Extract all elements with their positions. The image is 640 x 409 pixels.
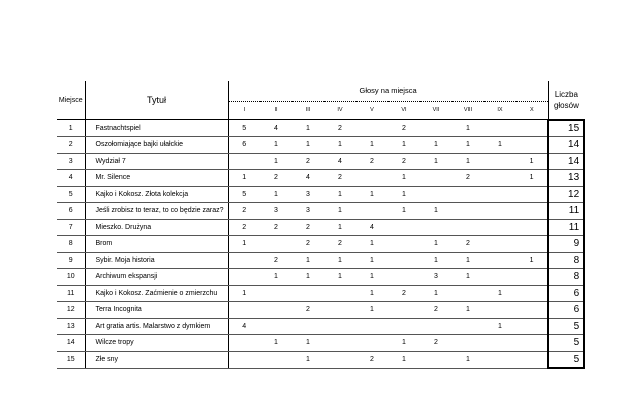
row-total: 6	[548, 285, 584, 302]
header-vote-7: VII	[420, 101, 452, 119]
row-place: 6	[57, 203, 85, 220]
vote-cell: 2	[292, 219, 324, 236]
vote-cell	[516, 120, 548, 137]
vote-cell	[484, 351, 516, 368]
vote-cell	[516, 269, 548, 286]
vote-cell: 1	[420, 236, 452, 253]
vote-cell: 1	[452, 153, 484, 170]
vote-cell: 1	[388, 170, 420, 187]
vote-cell	[484, 335, 516, 352]
vote-cell: 4	[356, 219, 388, 236]
vote-cell: 1	[356, 236, 388, 253]
table-row	[57, 153, 584, 170]
row-title: Art gratia artis. Malarstwo z dymkiem	[85, 318, 228, 335]
vote-cell: 2	[452, 236, 484, 253]
header-vote-3: III	[292, 101, 324, 119]
vote-cell: 1	[292, 351, 324, 368]
table-row	[57, 236, 584, 253]
row-place: 8	[57, 236, 85, 253]
row-place: 11	[57, 285, 85, 302]
table-row	[57, 302, 584, 319]
vote-cell: 1	[420, 252, 452, 269]
vote-cell: 1	[292, 137, 324, 154]
row-total: 5	[548, 351, 584, 368]
vote-cell	[324, 318, 356, 335]
vote-cell	[452, 186, 484, 203]
vote-cell: 5	[228, 120, 260, 137]
vote-cell	[260, 285, 292, 302]
vote-cell	[228, 351, 260, 368]
vote-cell	[388, 318, 420, 335]
vote-cell	[388, 302, 420, 319]
vote-cell: 2	[420, 302, 452, 319]
vote-cell	[388, 236, 420, 253]
vote-cell	[292, 285, 324, 302]
vote-cell	[516, 318, 548, 335]
vote-cell	[228, 269, 260, 286]
row-total: 15	[548, 120, 584, 137]
vote-cell: 1	[356, 285, 388, 302]
vote-cell: 2	[260, 219, 292, 236]
vote-cell: 1	[324, 203, 356, 220]
vote-cell: 1	[260, 269, 292, 286]
header-vote-1: I	[228, 101, 260, 119]
row-place: 1	[57, 120, 85, 137]
vote-cell	[516, 335, 548, 352]
vote-cell: 2	[228, 203, 260, 220]
table-row	[57, 219, 584, 236]
row-place: 13	[57, 318, 85, 335]
vote-cell: 1	[452, 351, 484, 368]
vote-cell	[484, 170, 516, 187]
header-title: Tytuł	[85, 81, 228, 120]
vote-cell: 2	[356, 153, 388, 170]
vote-cell	[516, 219, 548, 236]
vote-cell	[484, 219, 516, 236]
vote-cell	[452, 219, 484, 236]
vote-cell: 1	[260, 335, 292, 352]
vote-cell: 1	[228, 236, 260, 253]
vote-cell: 1	[452, 120, 484, 137]
vote-cell	[516, 137, 548, 154]
vote-cell	[516, 285, 548, 302]
vote-cell	[228, 153, 260, 170]
vote-cell	[452, 318, 484, 335]
row-title: Brom	[85, 236, 228, 253]
vote-cell: 2	[388, 285, 420, 302]
vote-cell	[356, 318, 388, 335]
vote-cell: 1	[388, 335, 420, 352]
vote-cell: 1	[228, 170, 260, 187]
vote-cell	[388, 252, 420, 269]
row-title: Sybir. Moja historia	[85, 252, 228, 269]
vote-cell: 2	[324, 236, 356, 253]
vote-cell	[484, 153, 516, 170]
vote-cell: 1	[388, 186, 420, 203]
vote-cell: 1	[516, 170, 548, 187]
header-vote-4: IV	[324, 101, 356, 119]
vote-cell	[420, 120, 452, 137]
table-row	[57, 269, 584, 286]
vote-cell: 2	[324, 120, 356, 137]
table-row	[57, 203, 584, 220]
row-total: 12	[548, 186, 584, 203]
vote-cell	[420, 351, 452, 368]
table-row	[57, 351, 584, 368]
row-title: Terra Incognita	[85, 302, 228, 319]
vote-cell	[260, 351, 292, 368]
vote-cell: 1	[484, 137, 516, 154]
header-vote-5: V	[356, 101, 388, 119]
vote-cell: 1	[292, 269, 324, 286]
vote-cell: 4	[260, 120, 292, 137]
table-row	[57, 170, 584, 187]
vote-cell	[228, 302, 260, 319]
row-total: 5	[548, 318, 584, 335]
vote-cell: 2	[292, 236, 324, 253]
row-title: Jeśli zrobisz to teraz, to co będzie zaraz?	[85, 203, 228, 220]
table-row	[57, 137, 584, 154]
row-title: Fastnachtspiel	[85, 120, 228, 137]
vote-cell: 3	[420, 269, 452, 286]
vote-cell: 1	[388, 351, 420, 368]
vote-cell: 1	[420, 137, 452, 154]
row-total: 11	[548, 219, 584, 236]
vote-cell: 1	[228, 285, 260, 302]
row-place: 4	[57, 170, 85, 187]
vote-cell: 1	[324, 219, 356, 236]
vote-cell: 1	[260, 153, 292, 170]
vote-cell: 1	[420, 153, 452, 170]
vote-cell	[324, 351, 356, 368]
vote-cell	[260, 236, 292, 253]
table-row	[57, 335, 584, 352]
vote-cell: 1	[452, 302, 484, 319]
vote-cell: 2	[452, 170, 484, 187]
vote-cell	[356, 170, 388, 187]
vote-cell: 1	[420, 203, 452, 220]
header-vote-10: X	[516, 101, 548, 119]
vote-cell: 1	[516, 252, 548, 269]
row-place: 14	[57, 335, 85, 352]
row-title: Archiwum ekspansji	[85, 269, 228, 286]
row-total: 9	[548, 236, 584, 253]
vote-cell: 1	[452, 137, 484, 154]
vote-cell: 1	[260, 137, 292, 154]
vote-cell	[484, 203, 516, 220]
table-row	[57, 252, 584, 269]
row-place: 5	[57, 186, 85, 203]
vote-cell: 4	[228, 318, 260, 335]
vote-cell: 1	[324, 269, 356, 286]
vote-cell: 1	[516, 153, 548, 170]
vote-cell	[420, 219, 452, 236]
vote-cell	[228, 335, 260, 352]
vote-cell	[228, 252, 260, 269]
row-total: 5	[548, 335, 584, 352]
row-title: Kajko i Kokosz. Złota kolekcja	[85, 186, 228, 203]
vote-cell: 2	[228, 219, 260, 236]
vote-cell	[484, 120, 516, 137]
vote-cell	[260, 302, 292, 319]
row-title: Mr. Silence	[85, 170, 228, 187]
row-total: 13	[548, 170, 584, 187]
vote-cell: 1	[356, 302, 388, 319]
vote-cell	[516, 186, 548, 203]
vote-cell	[356, 203, 388, 220]
row-title: Mieszko. Drużyna	[85, 219, 228, 236]
vote-cell	[484, 252, 516, 269]
vote-cell	[388, 219, 420, 236]
vote-cell: 2	[292, 153, 324, 170]
header-place: Miejsce	[57, 81, 85, 120]
table-row	[57, 120, 584, 137]
row-place: 7	[57, 219, 85, 236]
vote-cell	[516, 351, 548, 368]
vote-cell: 1	[484, 285, 516, 302]
vote-cell	[516, 203, 548, 220]
vote-cell: 1	[292, 335, 324, 352]
vote-cell	[484, 269, 516, 286]
vote-cell	[484, 236, 516, 253]
vote-cell	[452, 335, 484, 352]
results-table	[57, 81, 585, 369]
row-title: Złe sny	[85, 351, 228, 368]
vote-cell	[420, 186, 452, 203]
vote-cell: 3	[292, 186, 324, 203]
vote-cell: 1	[324, 252, 356, 269]
row-title: Wydział 7	[85, 153, 228, 170]
vote-cell: 5	[228, 186, 260, 203]
vote-cell	[356, 120, 388, 137]
vote-cell: 1	[324, 186, 356, 203]
vote-cell: 2	[388, 120, 420, 137]
table-row	[57, 186, 584, 203]
vote-cell: 2	[388, 153, 420, 170]
vote-cell: 4	[292, 170, 324, 187]
header-total: Liczba głosów	[548, 81, 584, 120]
row-title: Kajko i Kokosz. Zaćmienie o zmierzchu	[85, 285, 228, 302]
vote-cell: 1	[292, 252, 324, 269]
row-title: Oszołomiające bajki ułałckie	[85, 137, 228, 154]
vote-cell	[452, 285, 484, 302]
vote-cell: 1	[452, 269, 484, 286]
row-place: 2	[57, 137, 85, 154]
vote-cell: 2	[356, 351, 388, 368]
vote-cell	[324, 335, 356, 352]
vote-cell: 1	[388, 203, 420, 220]
table-row	[57, 318, 584, 335]
row-place: 10	[57, 269, 85, 286]
row-total: 14	[548, 153, 584, 170]
row-place: 15	[57, 351, 85, 368]
row-total: 6	[548, 302, 584, 319]
vote-cell: 3	[260, 203, 292, 220]
row-total: 8	[548, 269, 584, 286]
vote-cell: 2	[420, 335, 452, 352]
vote-cell	[260, 318, 292, 335]
vote-cell: 1	[356, 137, 388, 154]
vote-cell: 2	[292, 302, 324, 319]
vote-cell	[420, 318, 452, 335]
vote-cell	[420, 170, 452, 187]
vote-cell: 1	[260, 186, 292, 203]
vote-cell	[484, 186, 516, 203]
header-votes: Głosy na miejsca	[228, 81, 548, 101]
vote-cell: 1	[484, 318, 516, 335]
vote-cell: 1	[420, 285, 452, 302]
row-title: Wilcze tropy	[85, 335, 228, 352]
vote-cell: 1	[292, 120, 324, 137]
table-row	[57, 285, 584, 302]
header-vote-8: VIII	[452, 101, 484, 119]
header-vote-6: VI	[388, 101, 420, 119]
vote-cell	[324, 302, 356, 319]
vote-cell	[452, 203, 484, 220]
vote-cell: 2	[260, 252, 292, 269]
vote-cell: 1	[452, 252, 484, 269]
header-vote-2: II	[260, 101, 292, 119]
row-total: 14	[548, 137, 584, 154]
vote-cell: 1	[356, 186, 388, 203]
vote-cell: 1	[324, 137, 356, 154]
vote-cell	[484, 302, 516, 319]
vote-cell: 2	[260, 170, 292, 187]
header-vote-9: IX	[484, 101, 516, 119]
vote-cell	[356, 335, 388, 352]
vote-cell	[292, 318, 324, 335]
vote-cell: 6	[228, 137, 260, 154]
vote-cell: 1	[388, 137, 420, 154]
vote-cell: 4	[324, 153, 356, 170]
vote-cell: 1	[356, 269, 388, 286]
row-total: 11	[548, 203, 584, 220]
vote-cell: 1	[356, 252, 388, 269]
vote-cell	[516, 236, 548, 253]
row-place: 3	[57, 153, 85, 170]
row-place: 12	[57, 302, 85, 319]
vote-cell	[516, 302, 548, 319]
vote-cell: 3	[292, 203, 324, 220]
vote-cell: 2	[324, 170, 356, 187]
row-place: 9	[57, 252, 85, 269]
row-total: 8	[548, 252, 584, 269]
vote-cell	[388, 269, 420, 286]
vote-cell	[324, 285, 356, 302]
